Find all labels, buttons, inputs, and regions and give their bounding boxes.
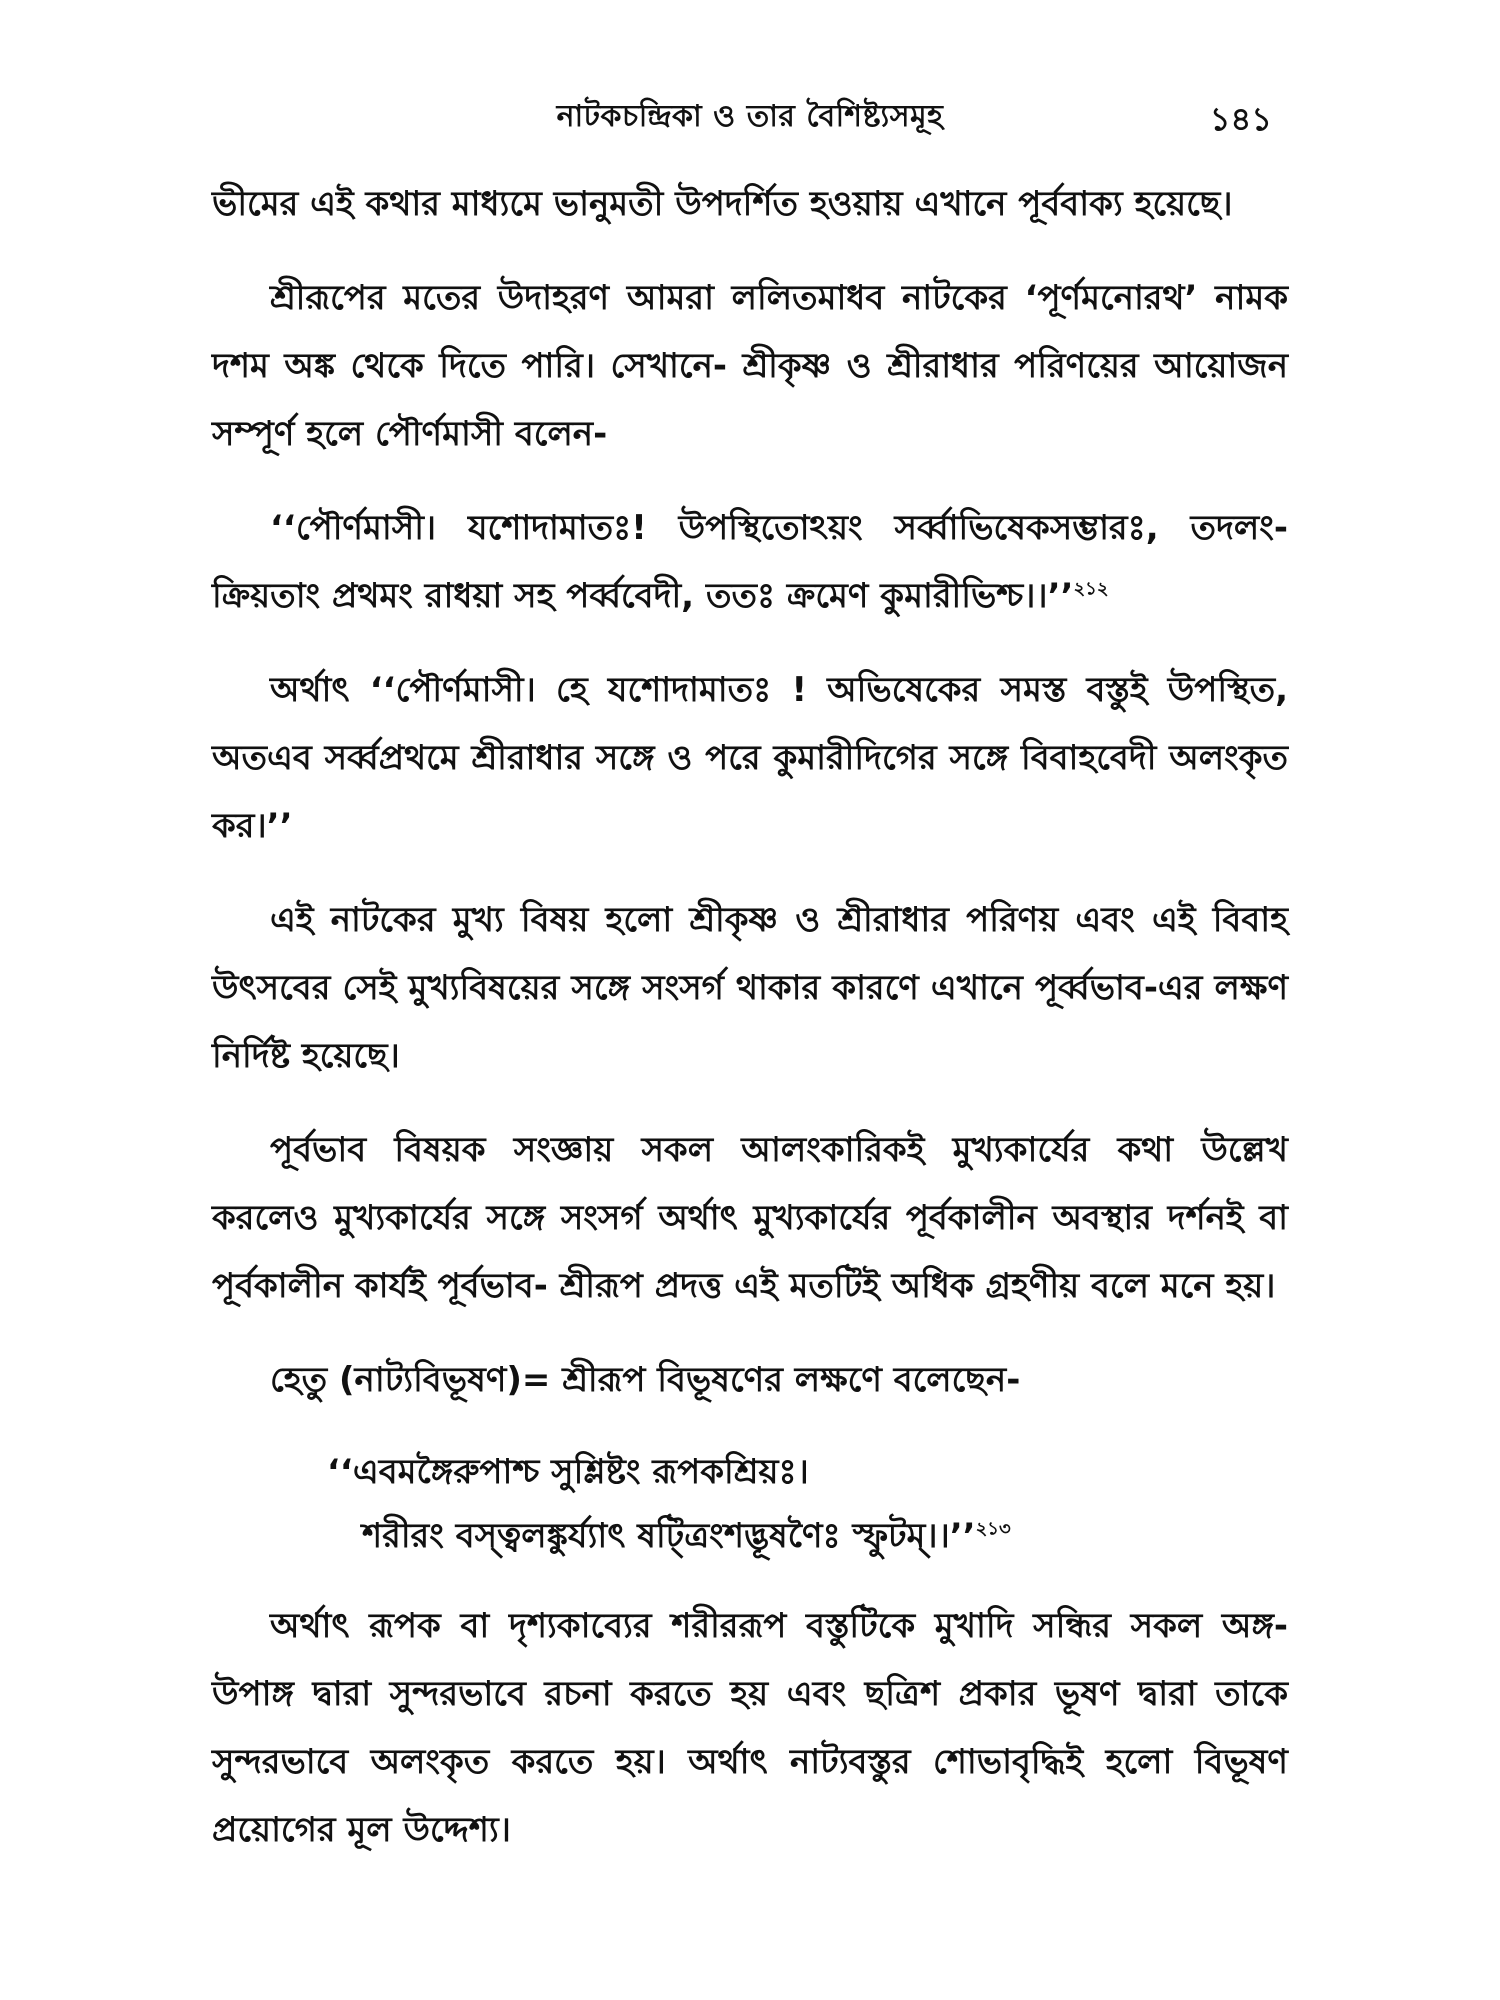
footnote-ref-212: ২১২: [1073, 578, 1109, 600]
verse-line-2: [212, 1504, 1288, 1568]
paragraph-1: ভীমের এই কথার মাধ্যমে ভানুমতী উপদর্শিত হওয়ায় এখানে পূর্ববাক্য হয়েছে।: [212, 184, 1233, 224]
body-text: [212, 170, 1288, 1890]
translation-paragraph: অর্থাৎ ‘‘পৌর্ণমাসী। হে যশোদামাতঃ ! অভিষেকের সমস্ত বস্তুই উপস্থিত, অতএব সর্ব্বপ্রথমে শ্রীরাধার সঙ্গে ও পরে কুমারীদিগের সঙ্গে বিবাহবেদী অলংকৃত কর।’’: [212, 670, 1288, 846]
sanskrit-verse: [212, 1440, 1288, 1568]
footnote-ref-213: ২১৩: [975, 1518, 1011, 1540]
sanskrit-quote-1: [212, 494, 1288, 630]
page-header: [200, 92, 1300, 152]
paragraph-5: পূর্বভাব বিষয়ক সংজ্ঞায় সকল আলংকারিকই মুখ্যকার্যের কথা উল্লেখ করলেও মুখ্যকার্যের সঙ্গে সংসর্গ অর্থাৎ মুখ্যকার্যের পূর্বকালীন অবস্থার দর্শনই বা পূর্বকালীন কার্যই পূর্বভাব- শ্রীরূপ প্রদত্ত এই মতটিই অধিক গ্রহণীয় বলে মনে হয়।: [212, 1130, 1288, 1306]
page-number: ১৪১: [1209, 100, 1272, 138]
paragraph-4: এই নাটকের মুখ্য বিষয় হলো শ্রীকৃষ্ণ ও শ্রীরাধার পরিণয় এবং এই বিবাহ উৎসবের সেই মুখ্যবিষয়ের সঙ্গে সংসর্গ থাকার কারণে এখানে পূর্ব্বভাব-এর লক্ষণ নির্দিষ্ট হয়েছে।: [212, 900, 1288, 1076]
running-title: নাটকচন্দ্রিকা ও তার বৈশিষ্ট্যসমূহ: [556, 99, 944, 134]
paragraph-6: হেতু (নাট্যবিভূষণ)= শ্রীরূপ বিভূষণের লক্ষণে বলেছেন-: [270, 1360, 1021, 1400]
paragraph-2: শ্রীরূপের মতের উদাহরণ আমরা ললিতমাধব নাটকের ‘পূর্ণমনোরথ’ নামক দশম অঙ্ক থেকে দিতে পারি। সেখানে- শ্রীকৃষ্ণ ও শ্রীরাধার পরিণয়ের আয়োজন সম্পূর্ণ হলে পৌর্ণমাসী বলেন-: [212, 278, 1288, 454]
closing-paragraph: অর্থাৎ রূপক বা দৃশ্যকাব্যের শরীররূপ বস্তুটিকে মুখাদি সন্ধির সকল অঙ্গ-উপাঙ্গ দ্বারা সুন্দরভাবে রচনা করতে হয় এবং ছত্রিশ প্রকার ভূষণ দ্বারা তাকে সুন্দরভাবে অলংকৃত করতে হয়। অর্থাৎ নাট্যবস্তুর শোভাবৃদ্ধিই হলো বিভূষণ প্রয়োগের মূল উদ্দেশ্য।: [212, 1606, 1288, 1850]
verse-line-2-text: শরীরং বস্ত্বলঙ্কুর্য্যাৎ ষট্ত্রিংশদ্ভূষণৈঃ স্ফুটম্।।’’: [362, 1516, 976, 1556]
verse-line-1: ‘‘এবমঙ্গৈরুপাশ্চ সুশ্লিষ্টং রূপকশ্রিয়ঃ।: [327, 1452, 809, 1492]
sanskrit-quote-1-text: ‘‘পৌর্ণমাসী। যশোদামাতঃ! উপস্থিতোঽয়ং সর্ব্বাভিষেকসম্ভারঃ, তদলং-ক্রিয়তাং প্রথমং রাধয়া সহ পর্ব্ববেদী, ততঃ ক্রমেণ কুমারীভিশ্চ।।’’: [212, 508, 1288, 616]
